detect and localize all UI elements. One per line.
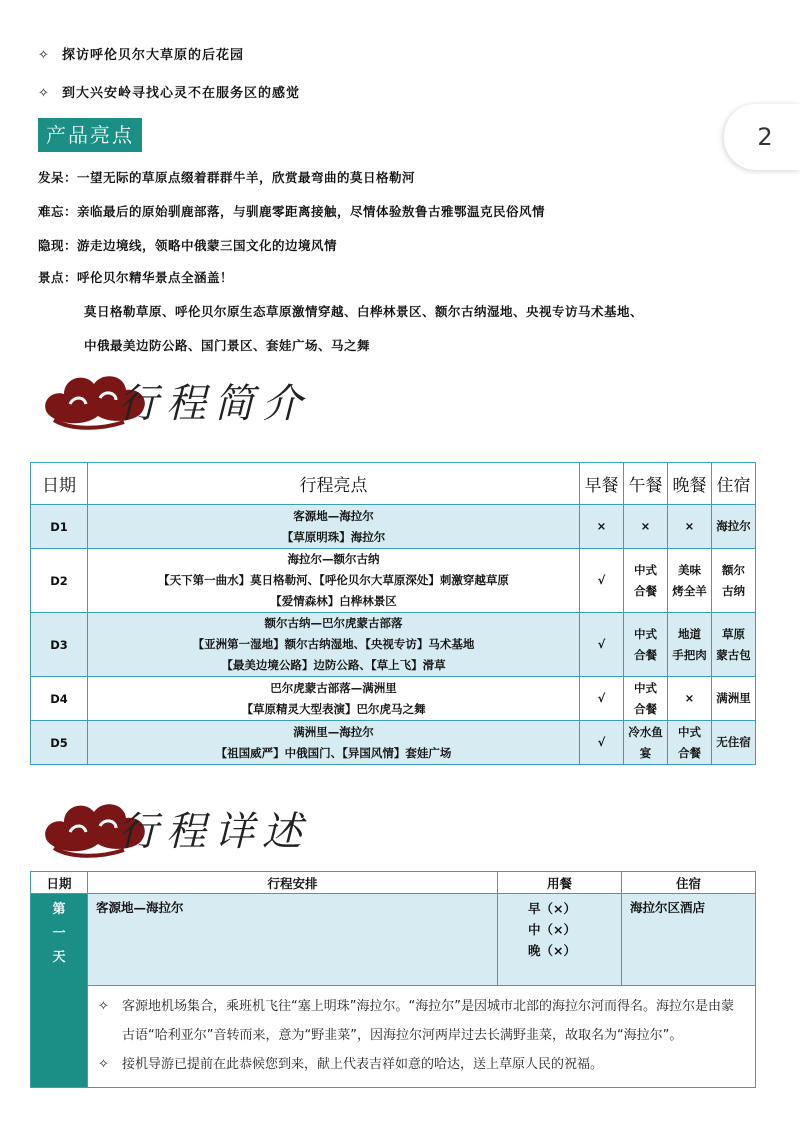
bullet-text: 到大兴安岭寻找心灵不在服务区的感觉	[62, 86, 301, 101]
table-row	[31, 986, 756, 1088]
table-row	[31, 721, 756, 765]
description-paragraph	[98, 1050, 745, 1079]
table-header-row	[31, 872, 756, 894]
meal-item: 中（×）	[528, 922, 576, 937]
meals-cell	[498, 894, 622, 986]
intro-bullet	[38, 82, 300, 101]
col-header: 午餐	[624, 463, 668, 505]
highlight-sub-line: 中俄最美边防公路、国门景区、套娃广场、马之舞	[84, 338, 371, 353]
table-row	[31, 613, 756, 677]
day-cell: D2	[31, 549, 88, 613]
itinerary-detail-table	[30, 871, 756, 1088]
breakfast-cell: √	[580, 613, 624, 677]
lunch-cell: 冷水鱼 宴	[624, 721, 668, 765]
meal-item: 早（×）	[528, 901, 576, 916]
hotel-cell: 无住宿	[712, 721, 756, 765]
highlight-text: 客源地—海拉尔	[293, 508, 374, 523]
day-cell: D4	[31, 677, 88, 721]
diamond-icon: ✧	[98, 1057, 109, 1072]
highlight-cell	[88, 549, 580, 613]
itinerary-summary-table	[30, 462, 756, 765]
description-cell	[88, 986, 756, 1088]
table-row	[31, 549, 756, 613]
hotel-cell: 海拉尔	[712, 505, 756, 549]
hotel-cell: 海拉尔区酒店	[622, 894, 756, 986]
highlight-line: 景点：呼伦贝尔精华景点全涵盖！	[38, 270, 234, 285]
table-row	[31, 894, 756, 986]
col-header: 日期	[31, 463, 88, 505]
col-header: 住宿	[622, 872, 756, 894]
highlight-line: 发呆：一望无际的草原点缀着群群牛羊，欣赏最弯曲的莫日格勒河	[38, 170, 416, 185]
meal-item: 晚（×）	[528, 943, 576, 958]
highlight-text: 满洲里—海拉尔	[293, 724, 374, 739]
dinner-cell: ×	[668, 677, 712, 721]
highlight-line: 难忘：亲临最后的原始驯鹿部落，与驯鹿零距离接触，尽情体验敖鲁古雅鄂温克民俗风情	[38, 204, 546, 219]
route-cell: 客源地—海拉尔	[88, 894, 498, 986]
col-header: 晚餐	[668, 463, 712, 505]
table-row	[31, 677, 756, 721]
section-header-detail	[40, 792, 320, 862]
highlight-cell	[88, 677, 580, 721]
diamond-icon: ✧	[38, 48, 50, 63]
page-number: 2	[757, 123, 773, 151]
highlight-cell	[88, 721, 580, 765]
day-label	[31, 894, 88, 1088]
highlight-text: 【祖国威严】中俄国门、【异国风情】套娃广场	[215, 745, 452, 760]
highlight-text: 海拉尔—额尔古纳	[287, 552, 380, 566]
highlight-sub-line: 莫日格勒草原、呼伦贝尔原生态草原激情穿越、白桦林景区、额尔古纳湿地、央视专访马术基地、	[84, 304, 644, 319]
col-header: 日期	[31, 872, 88, 894]
highlight-text: 【天下第一曲水】莫日格勒河、【呼伦贝尔大草原深处】刺激穿越草原	[158, 573, 509, 587]
lunch-cell: 中式 合餐	[624, 677, 668, 721]
day-cell: D1	[31, 505, 88, 549]
col-header: 用餐	[498, 872, 622, 894]
col-header: 住宿	[712, 463, 756, 505]
paragraph-text: 客源地机场集合，乘班机飞往“塞上明珠”海拉尔。“海拉尔”是因城市北部的海拉尔河而得名。海拉尔是由蒙古语“哈利亚尔”音转而来，意为“野韭菜”，因海拉尔河两岸过去长满野韭菜，故取名为“海拉尔”。	[122, 999, 734, 1043]
paragraph-text: 接机导游已提前在此恭候您到来，献上代表吉祥如意的哈达，送上草原人民的祝福。	[122, 1057, 604, 1072]
highlight-text: 【草原精灵大型表演】巴尔虎马之舞	[241, 701, 426, 716]
hotel-cell: 草原 蒙古包	[712, 613, 756, 677]
highlight-text: 【爱情森林】白桦林景区	[270, 594, 397, 608]
breakfast-cell: √	[580, 677, 624, 721]
highlight-text: 巴尔虎蒙古部落—满洲里	[270, 680, 397, 695]
hotel-cell: 额尔 古纳	[712, 549, 756, 613]
highlight-text: 额尔古纳—巴尔虎蒙古部落	[264, 616, 403, 630]
diamond-icon: ✧	[98, 999, 109, 1014]
day-cell: D5	[31, 721, 88, 765]
highlight-cell	[88, 613, 580, 677]
highlights-tag: 产品亮点	[38, 118, 142, 152]
col-header: 行程安排	[88, 872, 498, 894]
section-title: 行程详述	[118, 809, 310, 855]
diamond-icon: ✧	[38, 86, 50, 101]
table-row	[31, 505, 756, 549]
lunch-cell: 中式 合餐	[624, 613, 668, 677]
description-paragraph	[98, 992, 745, 1050]
highlight-line: 隐现：游走边境线，领略中俄蒙三国文化的边境风情	[38, 238, 338, 253]
day-cell: D3	[31, 613, 88, 677]
highlight-text: 【最美边境公路】边防公路、【草上飞】滑草	[221, 658, 446, 672]
col-header: 早餐	[580, 463, 624, 505]
highlight-text: 【草原明珠】海拉尔	[281, 529, 386, 544]
dinner-cell: 中式 合餐	[668, 721, 712, 765]
lunch-cell: 中式 合餐	[624, 549, 668, 613]
breakfast-cell: √	[580, 721, 624, 765]
dinner-cell: 美味 烤全羊	[668, 549, 712, 613]
page-number-badge	[724, 104, 800, 170]
dinner-cell: ×	[668, 505, 712, 549]
breakfast-cell: ×	[580, 505, 624, 549]
dinner-cell: 地道 手把肉	[668, 613, 712, 677]
bullet-text: 探访呼伦贝尔大草原的后花园	[62, 48, 245, 63]
highlight-cell	[88, 505, 580, 549]
section-title: 行程简介	[118, 381, 310, 427]
lunch-cell: ×	[624, 505, 668, 549]
table-header-row	[31, 463, 756, 505]
col-header: 行程亮点	[88, 463, 580, 505]
day-label-text: 第 一 天	[52, 902, 66, 965]
highlight-text: 【亚洲第一湿地】额尔古纳湿地、【央视专访】马术基地	[192, 637, 475, 651]
hotel-cell: 满洲里	[712, 677, 756, 721]
section-header-summary	[40, 364, 320, 434]
intro-bullet	[38, 44, 244, 63]
breakfast-cell: √	[580, 549, 624, 613]
